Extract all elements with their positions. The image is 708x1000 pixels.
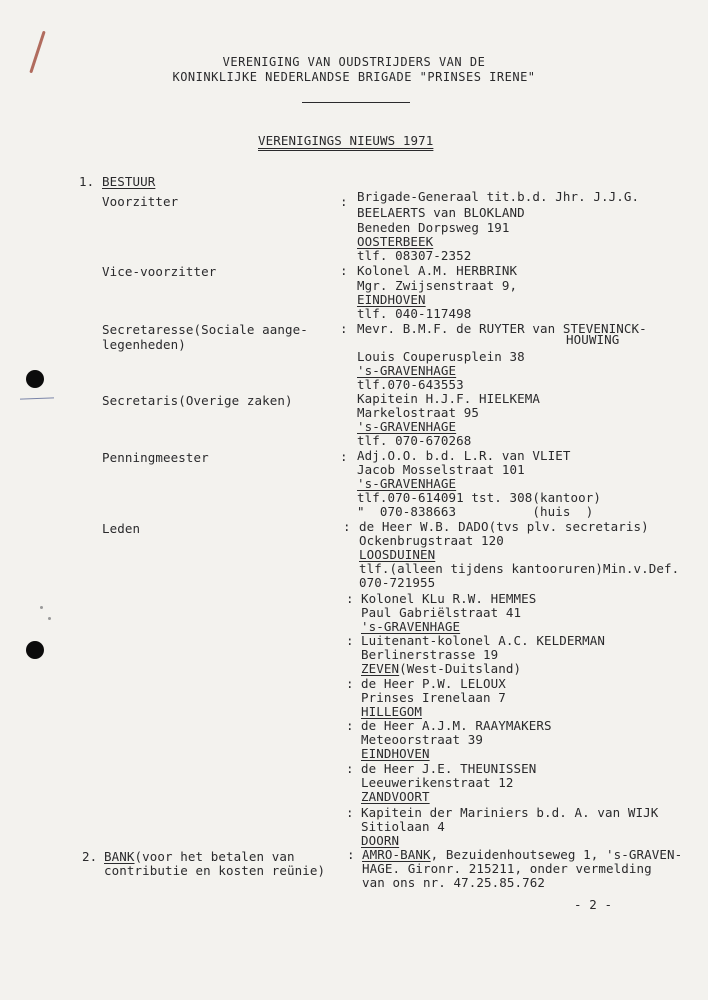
ink-smudge	[20, 397, 54, 399]
header-line-1: VERENIGING VAN OUDSTRIJDERS VAN DE	[222, 55, 486, 69]
member-line: de Heer A.J.M. RAAYMAKERS	[361, 718, 552, 733]
entry-phone: tlf.070-614091 tst. 308(kantoor)	[357, 490, 602, 505]
member-line: tlf.(alleen tijdens kantooruren)Min.v.Def.	[359, 561, 680, 576]
bank-address: , Bezuidenhoutseweg 1, 's-GRAVEN-	[430, 847, 683, 862]
section-1-number: 1.	[79, 174, 95, 189]
bank-line: HAGE. Gironr. 215211, onder vermelding	[362, 861, 652, 876]
colon: :	[346, 633, 354, 648]
entry-line: Mevr. B.M.F. de RUYTER van STEVENINCK-	[357, 321, 647, 336]
role-voorzitter: Voorzitter	[102, 194, 179, 209]
entry-phone: tlf.070-643553	[357, 377, 464, 392]
entry-phone: tlf. 040-117498	[357, 306, 472, 321]
bank-line	[362, 848, 682, 862]
member-line: 070-721955	[359, 575, 436, 590]
member-line: Meteoorstraat 39	[361, 732, 484, 747]
speck	[48, 617, 51, 620]
section-2-heading-rest: (voor het betalen van	[134, 849, 295, 864]
punch-hole-top	[26, 370, 44, 388]
entry-line: Jacob Mosselstraat 101	[357, 462, 525, 477]
entry-line: Louis Couperusplein 38	[357, 349, 525, 364]
colon: :	[346, 591, 354, 606]
member-city: 's-GRAVENHAGE	[361, 619, 461, 634]
entry-city: OOSTERBEEK	[357, 234, 434, 249]
member-line: Prinses Irenelaan 7	[361, 690, 506, 705]
role-secretaresse-cont: legenheden)	[102, 337, 186, 352]
colon: :	[340, 194, 348, 209]
member-city: HILLEGOM	[361, 704, 423, 719]
entry-line: Kolonel A.M. HERBRINK	[357, 263, 518, 278]
colon: :	[346, 718, 354, 733]
colon: :	[340, 263, 348, 278]
member-line: Paul Gabriëlstraat 41	[361, 605, 522, 620]
section-2-number: 2.	[82, 849, 98, 864]
member-line: Berlinerstrasse 19	[361, 647, 499, 662]
colon: :	[347, 847, 355, 862]
entry-phone: tlf. 070-670268	[357, 433, 472, 448]
newsletter-title: VERENIGINGS NIEUWS 1971	[258, 133, 434, 148]
section-2-heading: BANK	[104, 849, 135, 864]
member-city: ZEVEN	[361, 661, 400, 676]
member-city: ZANDVOORT	[361, 789, 430, 804]
member-line: Leeuwerikenstraat 12	[361, 775, 514, 790]
member-line: de Heer W.B. DADO(tvs plv. secretaris)	[359, 519, 649, 534]
section-2-heading-line	[104, 850, 295, 864]
section-2-heading-line-2: contributie en kosten reünie)	[104, 863, 326, 878]
role-secretaris: Secretaris(Overige zaken)	[102, 393, 293, 408]
member-line: de Heer J.E. THEUNISSEN	[361, 761, 537, 776]
role-leden: Leden	[102, 521, 141, 536]
member-city: EINDHOVEN	[361, 746, 430, 761]
speck	[40, 606, 43, 609]
entry-city: 's-GRAVENHAGE	[357, 419, 457, 434]
member-line: Kapitein der Mariniers b.d. A. van WIJK	[361, 805, 659, 820]
entry-line: Beneden Dorpsweg 191	[357, 220, 510, 235]
entry-line: Adj.O.O. b.d. L.R. van VLIET	[357, 448, 571, 463]
entry-city: EINDHOVEN	[357, 292, 426, 307]
role-vice-voorzitter: Vice-voorzitter	[102, 264, 217, 279]
role-penningmeester: Penningmeester	[102, 450, 209, 465]
member-line: Ockenbrugstraat 120	[359, 533, 504, 548]
entry-line: Brigade-Generaal tit.b.d. Jhr. J.J.G.	[357, 189, 640, 204]
role-secretaresse: Secretaresse(Sociale aange-	[102, 322, 308, 337]
colon: :	[346, 676, 354, 691]
entry-line: BEELAERTS van BLOKLAND	[357, 205, 525, 220]
punch-hole-bottom	[26, 641, 44, 659]
header-divider	[302, 102, 410, 103]
member-city: LOOSDUINEN	[359, 547, 436, 562]
entry-city: 's-GRAVENHAGE	[357, 476, 457, 491]
member-country: (West-Duitsland)	[399, 661, 522, 676]
bank-line: van ons nr. 47.25.85.762	[362, 875, 546, 890]
colon: :	[346, 761, 354, 776]
colon: :	[340, 449, 348, 464]
entry-phone: " 070-838663 (huis )	[357, 504, 594, 519]
member-line: de Heer P.W. LELOUX	[361, 676, 506, 691]
colon: :	[343, 519, 351, 534]
entry-line: Markelostraat 95	[357, 405, 480, 420]
colon: :	[340, 321, 348, 336]
entry-line: HOUWING	[566, 332, 620, 347]
entry-line: Kapitein H.J.F. HIELKEMA	[357, 391, 541, 406]
entry-line: Mgr. Zwijsenstraat 9,	[357, 278, 518, 293]
member-city: DOORN	[361, 833, 400, 848]
member-line: Kolonel KLu R.W. HEMMES	[361, 591, 537, 606]
member-city-line	[361, 662, 521, 676]
bank-name: AMRO-BANK	[362, 847, 431, 862]
colon: :	[346, 805, 354, 820]
entry-city: 's-GRAVENHAGE	[357, 363, 457, 378]
entry-phone: tlf. 08307-2352	[357, 248, 472, 263]
section-1-heading: BESTUUR	[102, 174, 156, 189]
header-line-2: KONINKLIJKE NEDERLANDSE BRIGADE "PRINSES IRENE"	[172, 70, 536, 84]
member-line: Sitiolaan 4	[361, 819, 445, 834]
page-number: - 2 -	[574, 897, 613, 912]
member-line: Luitenant-kolonel A.C. KELDERMAN	[361, 633, 606, 648]
